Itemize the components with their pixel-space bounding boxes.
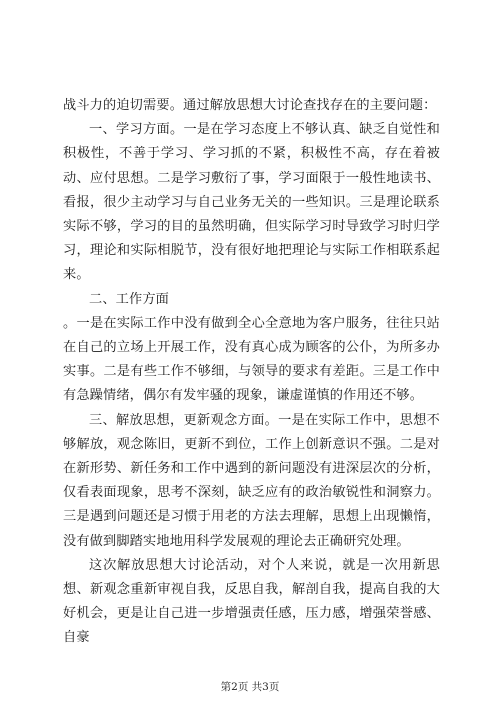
paragraph-work: 。一是在实际工作中没有做到全心全意地为客户服务，往往只站在自己的立场上开展工作，没有真心成为顾客的公仆，为所多办实事。二是有些工作不够细，与领导的要求有差距。三是工作中有急躁情绪，偶尔有发牢骚的现象，谦虚谨慎的作用还不够。	[63, 315, 440, 404]
paragraph-emancipate-mind: 三、解放思想，更新观念方面。一是在实际工作中，思想不够解放，观念陈旧，更新不到位，工作上创新意识不强。二是对在新形势、新任务和工作中遇到的新问题没有进深层次的分析，仅看表面现象，思考不深刻，缺乏应有的政治敏锐性和洞察力。三是遇到问题还是习惯于用老的方法去理解，思想上出现懒惰，没有做到脚踏实地地用科学发展观的理论去正确研究处理。	[63, 412, 440, 549]
paragraph-conclusion: 这次解放思想大讨论活动，对个人来说，就是一次用新思想、新观念重新审视自我，反思自我，解剖自我，提高自我的大好机会，更是让自己进一步增强责任感，压力感，增强荣誉感、自豪	[63, 557, 440, 646]
paragraph-intro: 战斗力的迫切需要。通过解放思想大讨论查找存在的主要问题：	[63, 98, 437, 113]
paragraph-study: 一、学习方面。一是在学习态度上不够认真、缺乏自觉性和积极性，不善于学习、学习抓的不紧，积极性不高，存在着被动、应付思想。二是学习敷衍了事，学习面限于一般性地读书、看报，很少主动学习与自己业务无关的一些知识。三是理论联系实际不够，学习的目的虽然明确，但实际学习时导致学习时归学习，理论和实际相脱节，没有很好地把理论与实际工作相联系起来。	[63, 122, 440, 283]
document-body	[63, 94, 440, 651]
page-number-footer: 第2页 共3页	[220, 681, 280, 693]
section-heading-work: 二、工作方面	[89, 291, 170, 307]
